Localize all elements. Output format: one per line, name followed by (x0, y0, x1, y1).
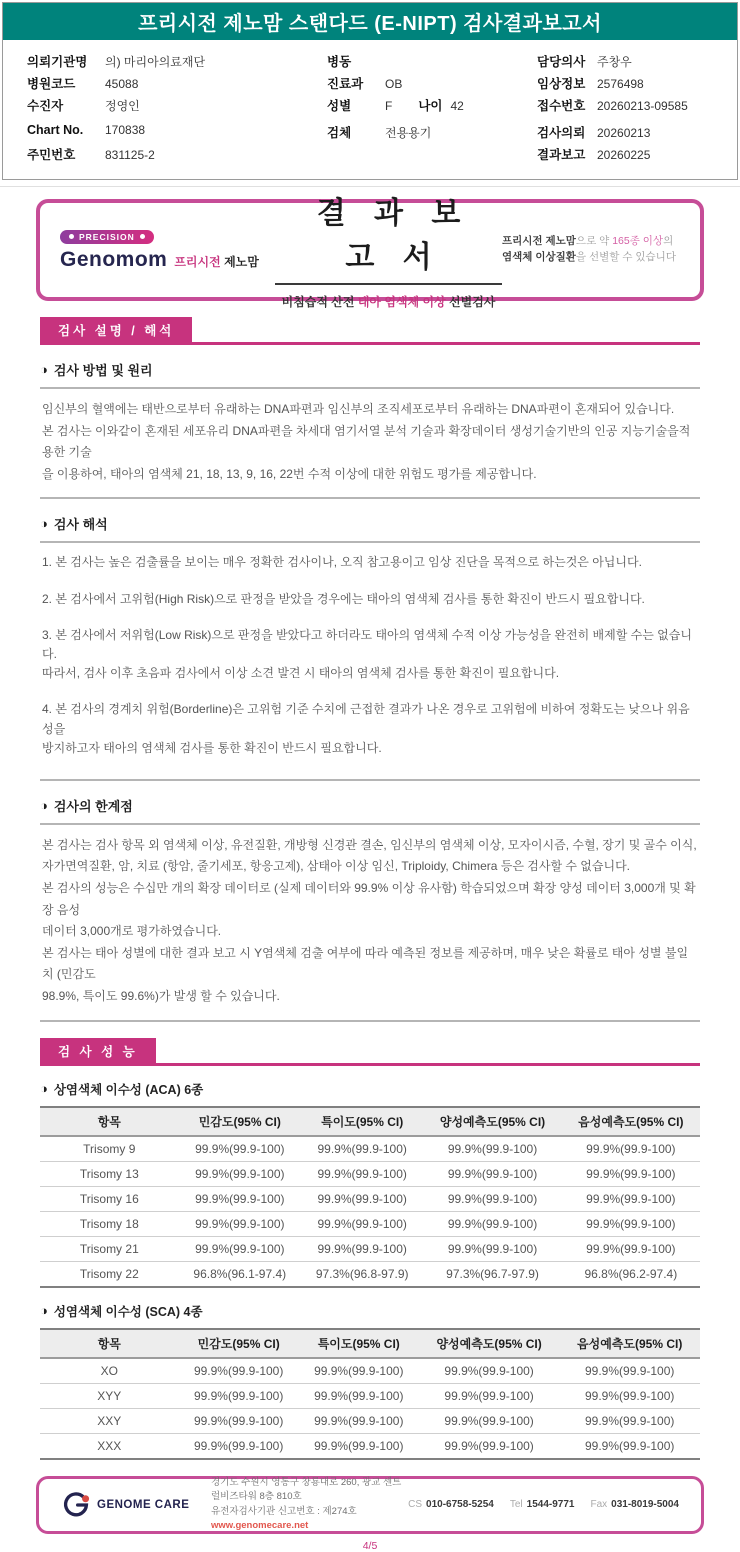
field-department (327, 74, 537, 96)
table-cell: 99.9%(99.9-100) (423, 1136, 561, 1162)
note-text: 으로 약 (575, 234, 613, 247)
interpretation-item: 1. 본 검사는 높은 검출률을 보이는 매우 정확한 검사이나, 오직 참고용이고 임상 진단을 목적으로 하는것은 아닙니다. (42, 555, 642, 570)
limitations-heading-label: 검사의 한계점 (53, 798, 133, 814)
field-label: 병동 (327, 55, 352, 69)
table-cell: 99.9%(99.9-100) (179, 1408, 299, 1433)
title-banner (3, 3, 737, 40)
interpretation-item: 3. 본 검사에서 저위험(Low Risk)으로 판정을 받았다고 하더라도 태아의 염색체 수적 이상 가능성을 완전히 배제할 수는 없습니다. 따라서, 검사 이후 초음파 검사에서 이상 소견 발견 시 태아의 염색체 검사를 통한 확진이 필요합니다. (42, 627, 692, 681)
field-value: 20260225 (597, 148, 651, 162)
table-cell: 99.9%(99.9-100) (562, 1186, 700, 1211)
table-cell: Trisomy 16 (40, 1186, 179, 1211)
field-sex-age (327, 96, 537, 118)
table-cell: 99.9%(99.9-100) (559, 1383, 700, 1408)
table-cell: 99.9%(99.9-100) (423, 1186, 561, 1211)
website-url: www.genomecare.net (211, 1519, 309, 1531)
note-emphasis: 165종 이상 (612, 234, 664, 247)
table-header-row (40, 1107, 700, 1136)
method-paragraph: 임신부의 혈액에는 태반으로부터 유래하는 DNA파편과 임신부의 조직세포로부터 유래하는 DNA파편이 혼재되어 있습니다. 본 검사는 이와같이 혼재된 세포유리 DNA파편을 차세대 염기서열 분석 기술과 확장데이터 생성기술기반의 인공 지능기술을적용한 기술 을 이용하여, 태아의 염색체 21, 18, 13, 9, 16, 22번 수적 이상에 대한 위험도 평가를 제공합니다. (40, 387, 700, 499)
table-row (40, 1408, 700, 1433)
genome-care-logo-icon (61, 1490, 91, 1520)
limitations-heading (40, 796, 700, 815)
interpretation-item: 4. 본 검사의 경계치 위험(Borderline)은 고위험 기준 수치에 근접한 결과가 나온 경우로 고위험에 비하여 정확도는 낮으나 위음성을 방지하고자 태아의 염색체 검사를 통한 확진이 반드시 필요합니다. (42, 702, 690, 755)
table-cell: 99.9%(99.9-100) (419, 1383, 560, 1408)
field-clinical-info (537, 74, 727, 96)
report-title: 프리시전 제노맘 스탠다드 (E-NIPT) 검사결과보고서 (138, 13, 602, 35)
column-header: 항목 (40, 1329, 179, 1358)
field-hospital-code (27, 74, 327, 96)
table-cell: 99.9%(99.9-100) (301, 1161, 423, 1186)
table-row (40, 1358, 700, 1384)
table-cell: 99.9%(99.9-100) (301, 1136, 423, 1162)
table-cell: 99.9%(99.9-100) (314, 1438, 404, 1453)
contact-label: Tel (509, 1499, 523, 1511)
sca-table-body (40, 1358, 700, 1459)
table-cell: 99.9%(99.9-100) (562, 1236, 700, 1261)
field-request-date (537, 123, 727, 145)
column-header: 특이도(95% CI) (301, 1107, 423, 1136)
column-header: 항목 (40, 1107, 179, 1136)
table-row (40, 1261, 700, 1287)
cs-phone (408, 1499, 494, 1510)
field-value: 20260213 (597, 126, 651, 140)
field-resident-no (27, 145, 327, 167)
field-specimen (327, 123, 537, 145)
table-cell: 99.9%(99.9-100) (299, 1358, 419, 1384)
table-cell: 96.8%(96.2-97.4) (584, 1266, 678, 1281)
table-cell: 99.9%(99.9-100) (179, 1136, 301, 1162)
column-header: 음성예측도(95% CI) (559, 1329, 700, 1358)
table-cell: XXX (97, 1438, 122, 1453)
column-header: 양성예측도(95% CI) (419, 1329, 560, 1358)
method-heading-label: 검사 방법 및 원리 (53, 363, 153, 378)
field-value: OB (385, 77, 403, 91)
note-brand: 프리시전 제노맘 (502, 234, 576, 247)
table-cell: XO (40, 1358, 179, 1384)
table-row (40, 1136, 700, 1162)
result-report-title: 결 과 보 고 서 (275, 188, 502, 285)
table-cell: 99.9%(99.9-100) (562, 1161, 700, 1186)
badge-dot-icon (140, 234, 145, 239)
method-heading (40, 360, 700, 379)
contact-label: CS (408, 1499, 423, 1511)
field-label: 성별 (327, 99, 352, 113)
table-header-row (40, 1329, 700, 1358)
table-cell: Trisomy 18 (40, 1211, 179, 1236)
result-report-subtitle (275, 293, 502, 310)
aca-performance-table (40, 1106, 700, 1288)
table-cell: Trisomy 21 (40, 1236, 179, 1261)
half-circle-bullet-icon: ◑ (40, 1303, 48, 1319)
patient-info-col3 (537, 52, 727, 167)
field-label: 접수번호 (537, 99, 586, 113)
result-report-box (36, 197, 704, 309)
table-cell: 97.3%(96.7-97.9) (446, 1266, 539, 1281)
table-cell: 99.9%(99.9-100) (193, 1438, 284, 1453)
table-cell: 96.8%(96.1-97.4) (193, 1266, 287, 1281)
table-cell: 99.9%(99.9-100) (179, 1236, 301, 1261)
contact-label: Fax (590, 1499, 608, 1511)
table-cell: 99.9%(99.9-100) (562, 1136, 700, 1162)
subtitle-emphasis: 태아 염색체 이상 (357, 295, 446, 309)
table-cell: 97.3%(96.8-97.9) (315, 1266, 409, 1281)
table-cell: 99.9%(99.9-100) (179, 1358, 299, 1384)
sca-performance-table (40, 1328, 700, 1460)
field-label: 담당의사 (537, 55, 586, 69)
contact-number: 031-8019-5004 (611, 1499, 679, 1511)
contact-number: 010-6758-5254 (426, 1499, 494, 1511)
table-cell: 99.9%(99.9-100) (179, 1383, 299, 1408)
report-box-center (275, 188, 502, 310)
table-cell: 99.9%(99.9-100) (299, 1383, 419, 1408)
badge-label: PRECISION (79, 231, 135, 242)
interpretation-heading-label: 검사 해석 (53, 517, 108, 533)
table-row (40, 1383, 700, 1408)
field-value: 정영인 (105, 99, 140, 113)
table-cell: 99.9%(99.9-100) (301, 1236, 423, 1261)
column-header: 민감도(95% CI) (179, 1107, 301, 1136)
field-patient-name (27, 96, 327, 118)
table-cell: 99.9%(99.9-100) (419, 1408, 560, 1433)
table-cell: 99.9%(99.9-100) (301, 1211, 423, 1236)
footer-contacts (408, 1499, 679, 1510)
subtitle-pre: 비침습적 산전 (281, 295, 358, 309)
section-explanation-tabline (40, 317, 700, 345)
field-value: 주창우 (597, 55, 632, 69)
report-header (2, 2, 738, 180)
interpretation-list (40, 541, 700, 781)
genomom-brand (60, 226, 275, 272)
field-label: 나이 (418, 99, 443, 113)
field-value: 42 (450, 99, 464, 113)
table-row (40, 1186, 700, 1211)
table-cell: Trisomy 22 (79, 1266, 139, 1281)
table-cell: 99.9%(99.9-100) (562, 1211, 700, 1236)
table-cell: 99.9%(99.9-100) (423, 1236, 561, 1261)
field-value: 20260213-09585 (597, 99, 688, 113)
interpretation-item: 2. 본 검사에서 고위험(High Risk)으로 판정을 받았을 경우에는 태아의 염색체 검사를 통한 확진이 반드시 필요합니다. (42, 591, 645, 606)
patient-info-col2 (327, 52, 537, 167)
column-header: 특이도(95% CI) (299, 1329, 419, 1358)
half-circle-bullet-icon: ◑ (40, 797, 48, 813)
genome-care-logo-text: GENOME CARE (97, 1498, 190, 1511)
field-ward (327, 52, 537, 74)
note-text: 을 선별할 수 있습니다 (575, 251, 676, 263)
section-explanation-content (40, 360, 700, 1022)
table-cell: 99.9%(99.9-100) (444, 1438, 534, 1453)
field-value: 2576498 (597, 77, 644, 91)
half-circle-bullet-icon: ◑ (40, 1081, 48, 1097)
interpretation-heading (40, 514, 700, 533)
half-circle-bullet-icon: ◑ (40, 516, 48, 532)
field-label: 수진자 (27, 99, 64, 113)
field-label: 검사의뢰 (537, 126, 586, 140)
column-header: 민감도(95% CI) (179, 1329, 299, 1358)
field-label: Chart No. (27, 123, 84, 137)
table-cell: 99.9%(99.9-100) (559, 1358, 700, 1384)
column-header: 음성예측도(95% CI) (562, 1107, 700, 1136)
table-cell: Trisomy 13 (40, 1161, 179, 1186)
table-cell: 99.9%(99.9-100) (301, 1186, 423, 1211)
table-cell: XYY (40, 1383, 179, 1408)
aca-table-heading (40, 1080, 700, 1098)
aca-table-head (40, 1107, 700, 1136)
field-label: 병원코드 (27, 77, 76, 91)
section-performance-tab: 검 사 성 능 (40, 1038, 156, 1063)
table-row (40, 1433, 700, 1459)
header-divider (0, 186, 740, 187)
field-label: 결과보고 (537, 148, 586, 162)
table-cell: XXY (40, 1408, 179, 1433)
table-cell: 99.9%(99.9-100) (179, 1211, 301, 1236)
field-label: 임상정보 (537, 77, 586, 91)
field-label: 진료과 (327, 77, 364, 91)
field-value: 전용용기 (385, 126, 432, 140)
table-cell: 99.9%(99.9-100) (179, 1186, 301, 1211)
note-text: 의 (663, 234, 674, 247)
footer-address (211, 1476, 408, 1533)
column-header: 양성예측도(95% CI) (423, 1107, 561, 1136)
field-label: 검체 (327, 126, 352, 140)
table-cell: 99.9%(99.9-100) (179, 1161, 301, 1186)
precision-badge (60, 230, 154, 244)
brand-kr-precision: 프리시전 (174, 254, 221, 269)
fax-number (590, 1499, 679, 1510)
brand-kr-genomom: 제노맘 (224, 254, 259, 269)
table-cell: 99.9%(99.9-100) (299, 1408, 419, 1433)
field-value: 831125-2 (105, 148, 155, 162)
footer (36, 1476, 704, 1534)
field-value: 170838 (105, 123, 146, 137)
report-note (502, 233, 680, 266)
field-report-date (537, 145, 727, 167)
contact-number: 1544-9771 (526, 1499, 575, 1511)
sca-heading-label: 성염색체 이수성 (SCA) 4종 (53, 1304, 203, 1319)
section-performance-content (40, 1080, 700, 1460)
brand-name-kr (174, 253, 259, 270)
sca-table-heading (40, 1302, 700, 1320)
field-label: 의뢰기관명 (27, 55, 88, 69)
registration-number: 유전자검사기관 신고번호 : 제274호 (211, 1505, 357, 1517)
address-line: 경기도 수원시 영통구 창룡대로 260, 광교 센트럴비즈타워 8층 810호 (211, 1477, 402, 1503)
patient-info-col1 (27, 52, 327, 167)
table-cell: 99.9%(99.9-100) (423, 1161, 561, 1186)
section-explanation-tab: 검사 설명 / 해석 (40, 317, 192, 342)
field-receipt-no (537, 96, 727, 118)
field-value: 의) 마리아의료재단 (105, 55, 206, 69)
table-row (40, 1211, 700, 1236)
subtitle-post: 선별검사 (445, 295, 496, 309)
field-label: 주민번호 (27, 148, 76, 162)
sca-table-head (40, 1329, 700, 1358)
table-cell: 99.9%(99.9-100) (423, 1211, 561, 1236)
patient-info (3, 40, 737, 179)
table-cell: Trisomy 9 (40, 1136, 179, 1162)
table-cell: 99.9%(99.9-100) (419, 1358, 560, 1384)
field-value: 45088 (105, 77, 139, 91)
limitations-paragraph: 본 검사는 검사 항목 외 염색체 이상, 유전질환, 개방형 신경관 결손, 임신부의 염색체 이상, 모자이시즘, 수혈, 장기 및 골수 이식, 자가면역질환, 암, 치료 (항암, 줄기세포, 항응고제), 삼태아 이상 임신, Triploidy, Chimera 등은 검사할 수 없습니다. 본 검사의 성능은 수십만 개의 확장 데이터로 (실제 데이터와 99.9% 이상 유사함) 학습되었으며 확장 양성 데이터 3,000개 및 확장 음성 데이터 3,000개로 평가하였습니다. 본 검사는 태아 성별에 대한 결과 보고 시 Y염색체 검출 여부에 따라 예측된 정보를 제공하며, 매우 낮은 확률로 태아 성별 불일치 (민감도 98.9%, 특이도 99.6%)가 발생 할 수 있습니다. (40, 823, 700, 1022)
aca-table-body (40, 1136, 700, 1287)
note-bold: 염색체 이상질환 (502, 251, 576, 263)
genome-care-logo (61, 1490, 211, 1520)
table-row (40, 1161, 700, 1186)
field-requesting-org (27, 52, 327, 74)
section-performance-tabline (40, 1038, 700, 1066)
page-number: 4/5 (362, 1539, 378, 1552)
tel-phone (510, 1499, 575, 1510)
field-value: F (385, 99, 393, 113)
field-doctor (537, 52, 727, 74)
brand-line (60, 248, 275, 272)
table-row (40, 1236, 700, 1261)
field-chart-no (27, 123, 327, 145)
aca-heading-label: 상염색체 이수성 (ACA) 6종 (53, 1082, 204, 1097)
badge-dot-icon (69, 234, 74, 239)
table-cell: 99.9%(99.9-100) (585, 1438, 675, 1453)
half-circle-bullet-icon: ◑ (40, 362, 48, 377)
table-cell: 99.9%(99.9-100) (559, 1408, 700, 1433)
brand-name-en: Genomom (60, 247, 168, 271)
